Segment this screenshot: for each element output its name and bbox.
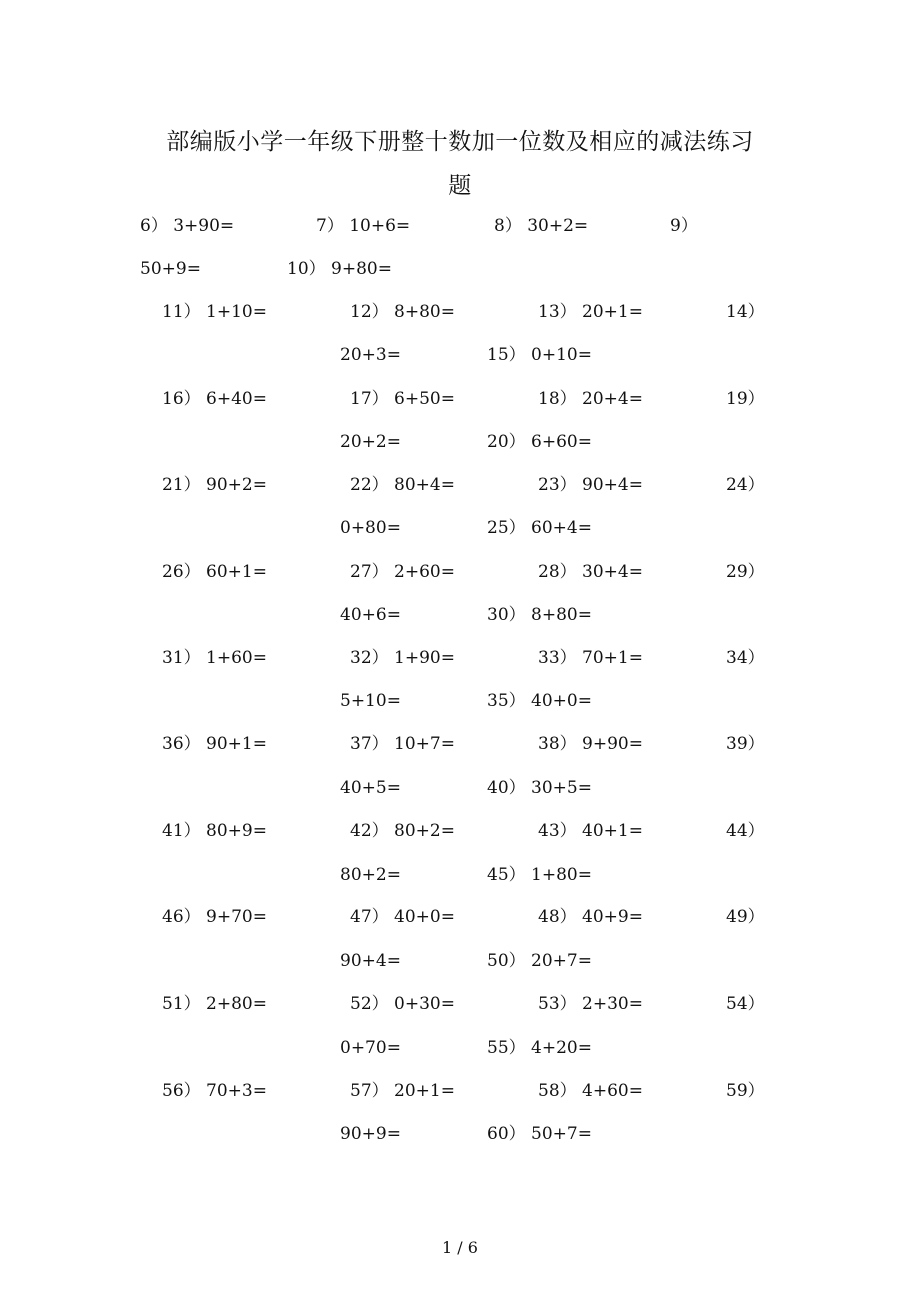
exercise-item: 40） 30+5= xyxy=(487,778,592,798)
exercise-item: 27） 2+60= xyxy=(350,562,455,582)
exercise-item: 14） xyxy=(726,302,765,322)
exercise-item: 55） 4+20= xyxy=(487,1038,592,1058)
exercise-item: 60） 50+7= xyxy=(487,1124,592,1144)
exercise-item: 17） 6+50= xyxy=(350,389,455,409)
exercise-item: 90+9= xyxy=(340,1124,401,1144)
exercise-item: 31） 1+60= xyxy=(162,648,267,668)
exercise-item: 25） 60+4= xyxy=(487,518,592,538)
exercise-item: 20+3= xyxy=(340,345,401,365)
exercise-item: 37） 10+7= xyxy=(350,734,455,754)
page-number: 1 / 6 xyxy=(442,1238,478,1257)
exercise-item: 36） 90+1= xyxy=(162,734,267,754)
exercise-item: 8） 30+2= xyxy=(494,216,589,236)
exercise-item: 6） 3+90= xyxy=(140,216,235,236)
exercise-item: 29） xyxy=(726,562,765,582)
exercise-item: 41） 80+9= xyxy=(162,821,267,841)
exercise-item: 5+10= xyxy=(340,691,401,711)
page-title: 部编版小学一年级下册整十数加一位数及相应的减法练习 xyxy=(166,129,754,155)
exercise-item: 90+4= xyxy=(340,951,401,971)
exercise-item: 56） 70+3= xyxy=(162,1081,267,1101)
exercise-item: 23） 90+4= xyxy=(538,475,643,495)
exercise-item: 51） 2+80= xyxy=(162,994,267,1014)
exercise-item: 32） 1+90= xyxy=(350,648,455,668)
exercise-item: 10） 9+80= xyxy=(287,259,392,279)
exercise-item: 47） 40+0= xyxy=(350,907,455,927)
exercise-item: 19） xyxy=(726,389,765,409)
exercise-item: 16） 6+40= xyxy=(162,389,267,409)
page-title-continued: 题 xyxy=(448,173,472,199)
exercise-item: 53） 2+30= xyxy=(538,994,643,1014)
exercise-item: 44） xyxy=(726,821,765,841)
exercise-item: 20） 6+60= xyxy=(487,432,592,452)
exercise-item: 22） 80+4= xyxy=(350,475,455,495)
exercise-item: 50） 20+7= xyxy=(487,951,592,971)
exercise-item: 0+70= xyxy=(340,1038,401,1058)
exercise-item: 45） 1+80= xyxy=(487,865,592,885)
exercise-item: 26） 60+1= xyxy=(162,562,267,582)
exercise-item: 48） 40+9= xyxy=(538,907,643,927)
exercise-item: 35） 40+0= xyxy=(487,691,592,711)
exercise-item: 50+9= xyxy=(140,259,201,279)
exercise-item: 20+2= xyxy=(340,432,401,452)
exercise-item: 15） 0+10= xyxy=(487,345,592,365)
exercise-item: 18） 20+4= xyxy=(538,389,643,409)
exercise-item: 43） 40+1= xyxy=(538,821,643,841)
exercise-item: 13） 20+1= xyxy=(538,302,643,322)
exercise-item: 49） xyxy=(726,907,765,927)
exercise-item: 24） xyxy=(726,475,765,495)
exercise-item: 11） 1+10= xyxy=(162,302,267,322)
exercise-item: 34） xyxy=(726,648,765,668)
exercise-item: 58） 4+60= xyxy=(538,1081,643,1101)
exercise-item: 46） 9+70= xyxy=(162,907,267,927)
exercise-item: 30） 8+80= xyxy=(487,605,592,625)
exercise-item: 40+5= xyxy=(340,778,401,798)
exercise-item: 40+6= xyxy=(340,605,401,625)
exercise-item: 59） xyxy=(726,1081,765,1101)
exercise-item: 80+2= xyxy=(340,865,401,885)
exercise-item: 33） 70+1= xyxy=(538,648,643,668)
exercise-item: 54） xyxy=(726,994,765,1014)
exercise-item: 9） xyxy=(670,216,698,236)
exercise-item: 12） 8+80= xyxy=(350,302,455,322)
exercise-item: 39） xyxy=(726,734,765,754)
exercise-item: 42） 80+2= xyxy=(350,821,455,841)
exercise-item: 7） 10+6= xyxy=(316,216,411,236)
exercise-item: 21） 90+2= xyxy=(162,475,267,495)
exercise-item: 0+80= xyxy=(340,518,401,538)
exercise-item: 38） 9+90= xyxy=(538,734,643,754)
exercise-item: 52） 0+30= xyxy=(350,994,455,1014)
exercise-item: 28） 30+4= xyxy=(538,562,643,582)
exercise-item: 57） 20+1= xyxy=(350,1081,455,1101)
